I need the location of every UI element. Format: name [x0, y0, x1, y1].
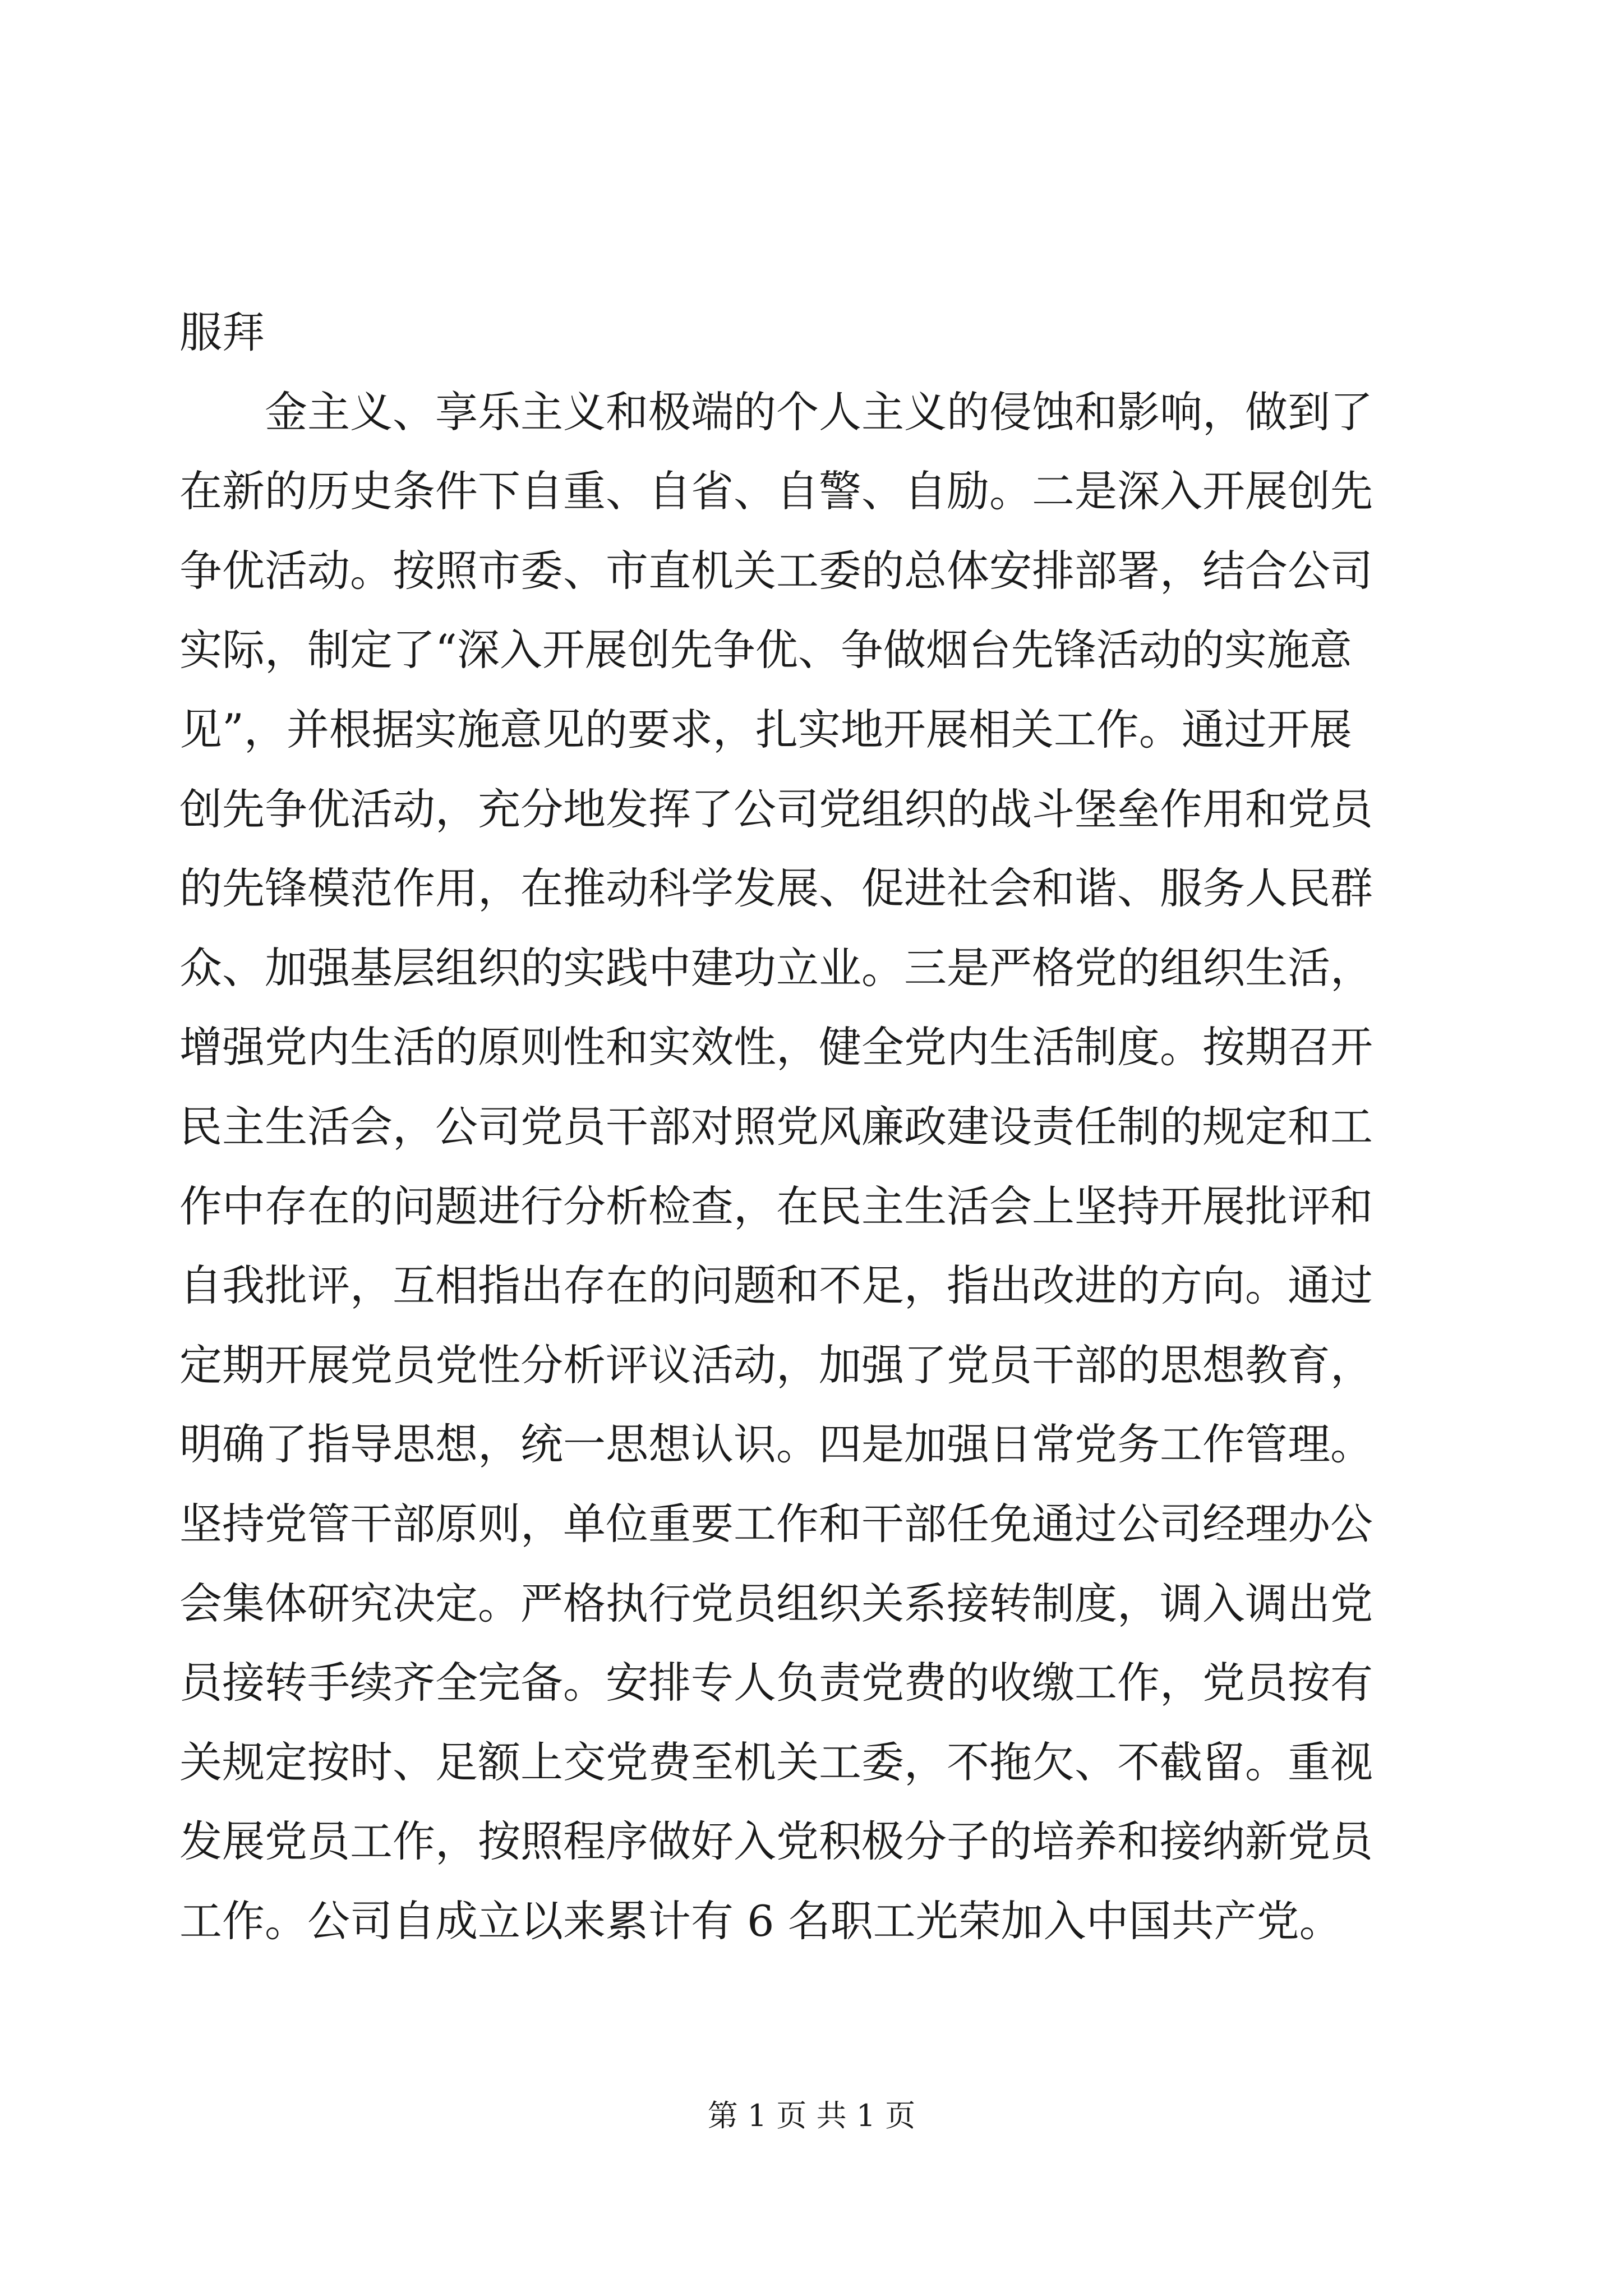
- text-line: 坚持党管干部原则，单位重要工作和干部任免通过公司经理办公: [179, 1499, 1373, 1549]
- text-line: 工作。公司自成立以来累计有 6 名职工光荣加入中国共产党。: [179, 1896, 1342, 1946]
- text-line: 明确了指导思想，统一思想认识。四是加强日常党务工作管理。: [179, 1419, 1373, 1469]
- text-line: 员接转手续齐全完备。安排专人负责党费的收缴工作，党员按有: [179, 1658, 1373, 1708]
- text-line: 在新的历史条件下自重、自省、自警、自励。二是深入开展创先: [179, 466, 1373, 516]
- page-footer: 第 1 页 共 1 页: [707, 2098, 916, 2133]
- text-line: 的先锋模范作用，在推动科学发展、促进社会和谐、服务人民群: [179, 863, 1373, 913]
- text-line: 关规定按时、足额上交党费至机关工委，不拖欠、不截留。重视: [179, 1737, 1373, 1787]
- text-line: 定期开展党员党性分析评议活动，加强了党员干部的思想教育，: [179, 1340, 1373, 1390]
- text-line: 实际，制定了“深入开展创先争优、争做烟台先锋活动的实施意: [179, 625, 1352, 675]
- text-line: 作中存在的问题进行分析检查，在民主生活会上坚持开展批评和: [179, 1181, 1373, 1231]
- text-line: 发展党员工作，按照程序做好入党积极分子的培养和接纳新党员: [179, 1816, 1373, 1866]
- text-line: 会集体研究决定。严格执行党员组织关系接转制度，调入调出党: [179, 1579, 1373, 1628]
- text-line: 创先争优活动，充分地发挥了公司党组织的战斗堡垒作用和党员: [179, 784, 1373, 834]
- text-line: 争优活动。按照市委、市直机关工委的总体安排部署，结合公司: [179, 546, 1373, 596]
- text-line-heading: 服拜: [179, 307, 265, 357]
- text-line: 自我批评，互相指出存在的问题和不足，指出改进的方向。通过: [179, 1260, 1373, 1310]
- text-line: 众、加强基层组织的实践中建功立业。三是严格党的组织生活，: [179, 943, 1373, 993]
- text-line: 民主生活会，公司党员干部对照党风廉政建设责任制的规定和工: [179, 1102, 1373, 1152]
- text-line: 增强党内生活的原则性和实效性，健全党内生活制度。按期召开: [179, 1022, 1373, 1072]
- text-line: 金主义、享乐主义和极端的个人主义的侵蚀和影响，做到了: [179, 387, 1373, 437]
- text-line: 见”，并根据实施意见的要求，扎实地开展相关工作。通过开展: [179, 705, 1352, 754]
